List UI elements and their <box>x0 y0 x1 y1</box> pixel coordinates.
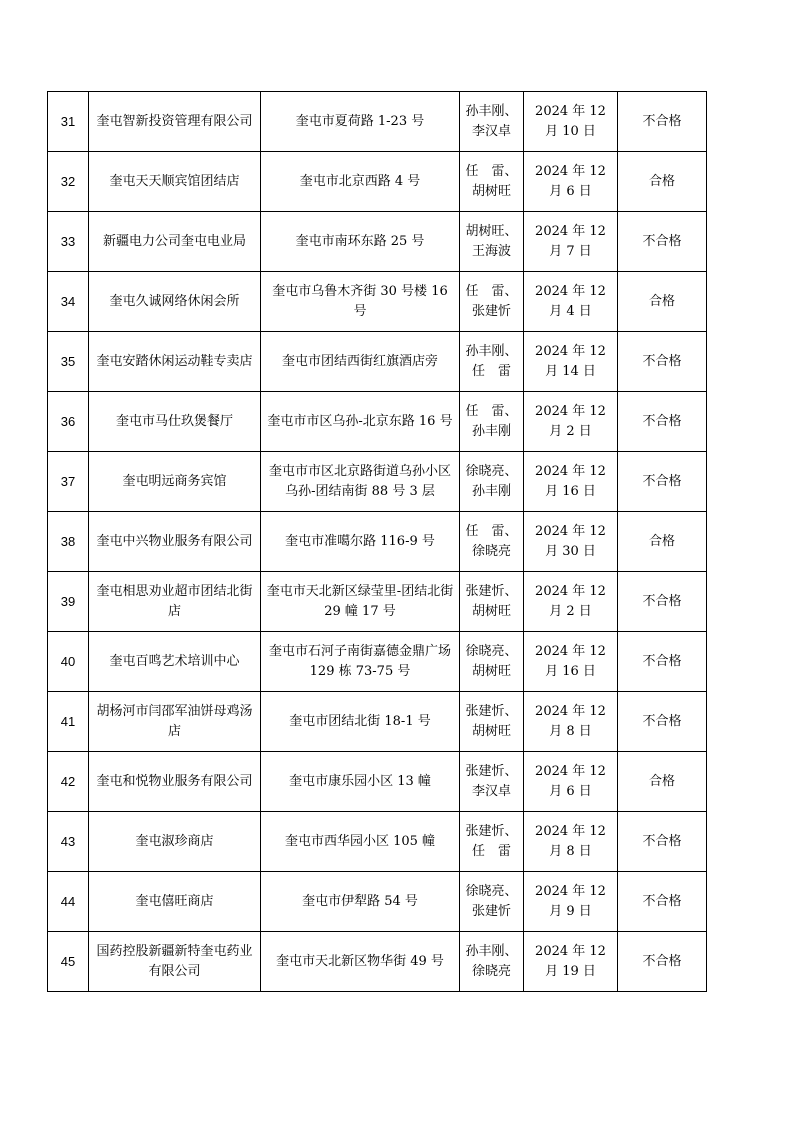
table-row <box>48 812 707 872</box>
table-row <box>48 752 707 812</box>
row-number: 43 <box>48 812 89 872</box>
inspection-result: 不合格 <box>618 932 707 992</box>
row-number: 38 <box>48 512 89 572</box>
table-row <box>48 272 707 332</box>
inspection-result: 不合格 <box>618 872 707 932</box>
business-address: 奎屯市市区乌孙-北京东路 16 号 <box>261 392 460 452</box>
business-name: 奎屯淑珍商店 <box>89 812 261 872</box>
inspection-result: 合格 <box>618 152 707 212</box>
inspection-date: 2024 年 12 月 10 日 <box>524 92 618 152</box>
row-number: 41 <box>48 692 89 752</box>
table-row <box>48 92 707 152</box>
inspection-result: 合格 <box>618 752 707 812</box>
business-name: 奎屯相思劝业超市团结北街店 <box>89 572 261 632</box>
table-row <box>48 452 707 512</box>
business-name: 胡杨河市闫邵军油饼母鸡汤店 <box>89 692 261 752</box>
inspection-date: 2024 年 12 月 9 日 <box>524 872 618 932</box>
business-name: 奎屯智新投资管理有限公司 <box>89 92 261 152</box>
inspection-result: 不合格 <box>618 212 707 272</box>
business-name: 奎屯明远商务宾馆 <box>89 452 261 512</box>
table-row <box>48 632 707 692</box>
inspection-date: 2024 年 12 月 4 日 <box>524 272 618 332</box>
inspection-date: 2024 年 12 月 6 日 <box>524 152 618 212</box>
row-number: 40 <box>48 632 89 692</box>
inspection-result: 不合格 <box>618 392 707 452</box>
table-body <box>48 92 707 992</box>
inspection-result: 不合格 <box>618 572 707 632</box>
business-address: 奎屯市准噶尔路 116-9 号 <box>261 512 460 572</box>
inspectors: 张建忻、胡树旺 <box>460 572 524 632</box>
business-name: 奎屯天天顺宾馆团结店 <box>89 152 261 212</box>
business-name: 奎屯市马仕玖煲餐厅 <box>89 392 261 452</box>
inspection-results-table <box>47 91 707 992</box>
inspection-date: 2024 年 12 月 30 日 <box>524 512 618 572</box>
inspectors: 孙丰刚、徐晓亮 <box>460 932 524 992</box>
business-name: 新疆电力公司奎屯电业局 <box>89 212 261 272</box>
inspection-result: 不合格 <box>618 692 707 752</box>
inspectors: 任 雷、张建忻 <box>460 272 524 332</box>
inspectors: 张建忻、李汉卓 <box>460 752 524 812</box>
inspection-date: 2024 年 12 月 2 日 <box>524 572 618 632</box>
row-number: 45 <box>48 932 89 992</box>
business-name: 奎屯久诚网络休闲会所 <box>89 272 261 332</box>
inspection-date: 2024 年 12 月 19 日 <box>524 932 618 992</box>
row-number: 33 <box>48 212 89 272</box>
business-address: 奎屯市市区北京路街道乌孙小区乌孙-团结南街 88 号 3 层 <box>261 452 460 512</box>
inspectors: 任 雷、徐晓亮 <box>460 512 524 572</box>
inspection-result: 合格 <box>618 272 707 332</box>
business-address: 奎屯市北京西路 4 号 <box>261 152 460 212</box>
inspectors: 张建忻、胡树旺 <box>460 692 524 752</box>
inspectors: 张建忻、任 雷 <box>460 812 524 872</box>
inspection-date: 2024 年 12 月 14 日 <box>524 332 618 392</box>
inspectors: 任 雷、孙丰刚 <box>460 392 524 452</box>
business-name: 国药控股新疆新特奎屯药业有限公司 <box>89 932 261 992</box>
inspection-date: 2024 年 12 月 7 日 <box>524 212 618 272</box>
business-address: 奎屯市团结北街 18-1 号 <box>261 692 460 752</box>
table-row <box>48 692 707 752</box>
inspectors: 孙丰刚、李汉卓 <box>460 92 524 152</box>
business-address: 奎屯市天北新区绿莹里-团结北街 29 幢 17 号 <box>261 572 460 632</box>
inspection-result: 不合格 <box>618 452 707 512</box>
inspection-date: 2024 年 12 月 2 日 <box>524 392 618 452</box>
inspection-date: 2024 年 12 月 16 日 <box>524 452 618 512</box>
business-name: 奎屯安踏休闲运动鞋专卖店 <box>89 332 261 392</box>
inspection-date: 2024 年 12 月 8 日 <box>524 692 618 752</box>
inspection-result: 不合格 <box>618 632 707 692</box>
inspectors: 徐晓亮、孙丰刚 <box>460 452 524 512</box>
inspection-date: 2024 年 12 月 8 日 <box>524 812 618 872</box>
table-row <box>48 512 707 572</box>
business-address: 奎屯市康乐园小区 13 幢 <box>261 752 460 812</box>
inspection-date: 2024 年 12 月 6 日 <box>524 752 618 812</box>
business-name: 奎屯百鸣艺术培训中心 <box>89 632 261 692</box>
business-address: 奎屯市夏荷路 1-23 号 <box>261 92 460 152</box>
inspection-result: 不合格 <box>618 812 707 872</box>
inspectors: 任 雷、胡树旺 <box>460 152 524 212</box>
row-number: 35 <box>48 332 89 392</box>
business-address: 奎屯市天北新区物华街 49 号 <box>261 932 460 992</box>
inspectors: 孙丰刚、任 雷 <box>460 332 524 392</box>
row-number: 31 <box>48 92 89 152</box>
row-number: 36 <box>48 392 89 452</box>
row-number: 44 <box>48 872 89 932</box>
row-number: 32 <box>48 152 89 212</box>
inspectors: 胡树旺、王海波 <box>460 212 524 272</box>
inspection-result: 不合格 <box>618 92 707 152</box>
table-row <box>48 572 707 632</box>
row-number: 42 <box>48 752 89 812</box>
row-number: 39 <box>48 572 89 632</box>
table-row <box>48 332 707 392</box>
inspectors: 徐晓亮、张建忻 <box>460 872 524 932</box>
business-name: 奎屯僖旺商店 <box>89 872 261 932</box>
table-row <box>48 152 707 212</box>
business-address: 奎屯市南环东路 25 号 <box>261 212 460 272</box>
business-address: 奎屯市西华园小区 105 幢 <box>261 812 460 872</box>
inspection-result: 不合格 <box>618 332 707 392</box>
business-name: 奎屯和悦物业服务有限公司 <box>89 752 261 812</box>
table-row <box>48 932 707 992</box>
row-number: 34 <box>48 272 89 332</box>
row-number: 37 <box>48 452 89 512</box>
table-row <box>48 392 707 452</box>
table-row <box>48 872 707 932</box>
table-row <box>48 212 707 272</box>
inspectors: 徐晓亮、胡树旺 <box>460 632 524 692</box>
business-address: 奎屯市乌鲁木齐街 30 号楼 16 号 <box>261 272 460 332</box>
inspection-date: 2024 年 12 月 16 日 <box>524 632 618 692</box>
business-name: 奎屯中兴物业服务有限公司 <box>89 512 261 572</box>
business-address: 奎屯市伊犁路 54 号 <box>261 872 460 932</box>
business-address: 奎屯市团结西街红旗酒店旁 <box>261 332 460 392</box>
business-address: 奎屯市石河子南街嘉德金鼎广场 129 栋 73-75 号 <box>261 632 460 692</box>
inspection-result: 合格 <box>618 512 707 572</box>
